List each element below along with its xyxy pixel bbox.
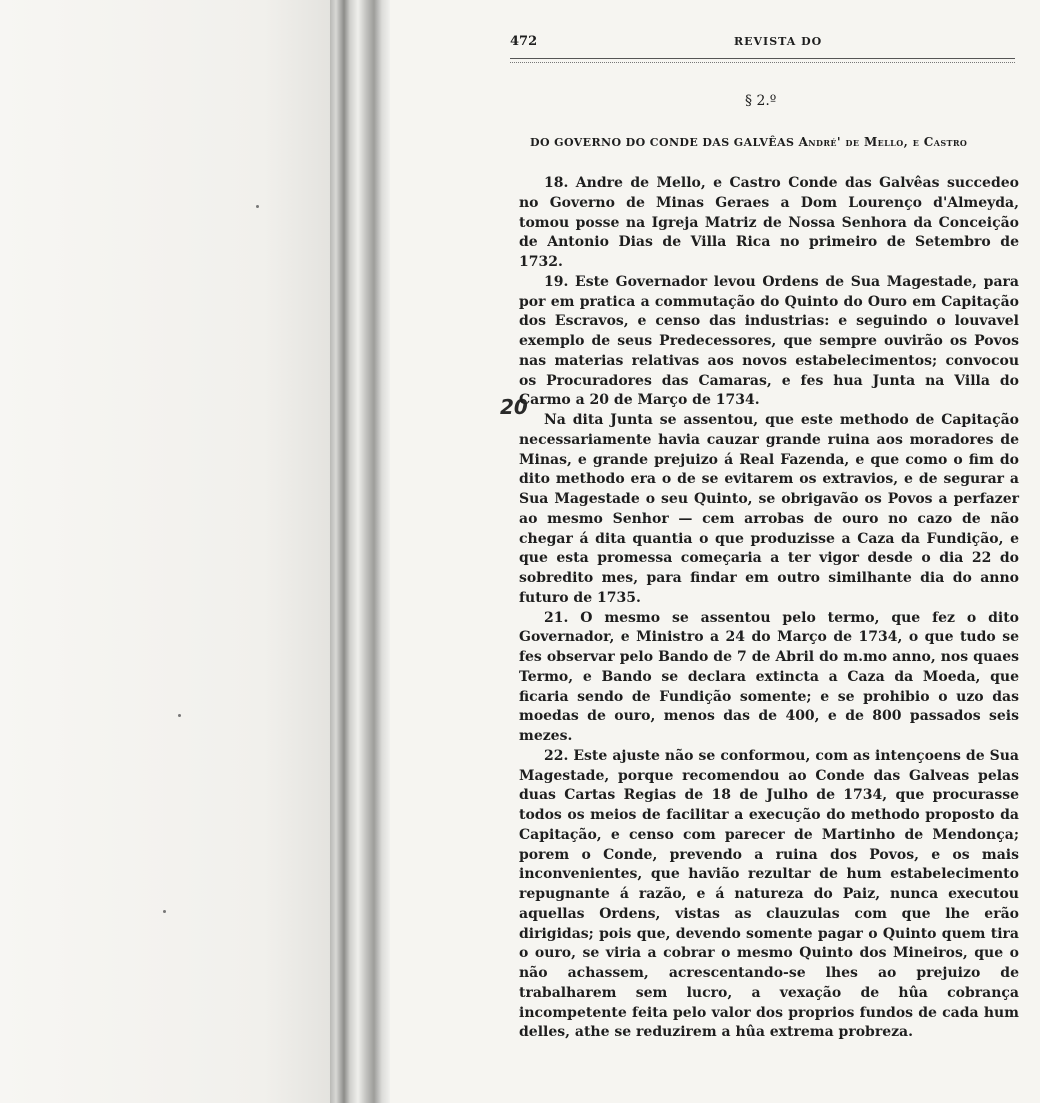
paragraph-19: 19. Este Governador levou Ordens de Sua Magestade, para por em pratica a commutação do Quinto do Ouro em Capitação dos Escravos, e censo das industrias: e seguindo o louvavel exemplo de seus Predecessores, que sempre ouvirão os Povos nas materias relativas aos novos estabelecimentos; convocou os Procuradores das Camaras, e fes hua Junta na Villa do Carmo a 20 de Março de 1734. [519,273,1019,409]
running-title: REVISTA DO [734,35,823,48]
page-number: 472 [510,34,538,49]
section-title-name: André' de Mello, e Castro [798,135,968,149]
paragraph-21: 21. O mesmo se assentou pelo termo, que fez o dito Governador, e Ministro a 24 do Março de 1734, o que tudo se fes observar pelo Bando de 7 de Abril do m.mo anno, nos quaes Termo, e Bando se declara extincta a Caza da Moeda, que ficaria sendo de Fundição somente; e se prohibio o uzo das moedas de ouro, menos das de 400, e de 800 passados seis mezes. [519,609,1019,744]
page-header [510,34,1015,54]
header-rule [510,58,1015,63]
section-mark: § 2.º [745,93,777,109]
page-472 [390,0,1040,1103]
paragraph-20: Na dita Junta se assentou, que este methodo de Capitação necessariamente havia cauzar grande ruina aos moradores de Minas, e grande prejuizo á Real Fazenda, e que como o fim do dito methodo era o de se evitarem os extravios, e de segurar a Sua Magestade o seu Quinto, se obrigavão os Povos a perfazer ao mesmo Senhor — cem arrobas de ouro no cazo de não chegar á dita quantia o que produzisse a Caza da Fundição, e que esta promessa começaria a ter vigor desde o dia 22 do sobredito mes, para findar em outro similhante dia do anno futuro de 1735. [519,412,1019,606]
paragraph-18: 18. Andre de Mello, e Castro Conde das Galvêas succedeo no Governo de Minas Geraes a Dom Lourenço d'Almeyda, tomou posse na Igreja Matriz de Nossa Senhora da Conceição de Antonio Dias de Villa Rica no primeiro de Setembro de 1732. [519,175,1019,270]
book-binding-gutter [330,0,390,1103]
paragraph-22: 22. Este ajuste não se conformou, com as intençoens de Sua Magestade, porque recomendou ao Conde das Galveas pelas duas Cartas Regias de 18 de Julho de 1734, que procurasse todos os meios de facilitar a execução do methodo proposto da Capitação, e censo com parecer de Martinho de Mendonça; porem o Conde, prevendo a ruina dos Povos, e os mais inconvenientes, que havião rezultar de hum estabelecimento repugnante á razão, e á natureza do Paiz, nunca executou aquellas Ordens, vistas as clauzulas com que lhe erão dirigidas; pois que, devendo somente pagar o Quinto quem tira o ouro, se viria a cobrar o mesmo Quinto dos Mineiros, que o não achassem, acrescentando-se lhes ao prejuizo de trabalharem sem lucro, a vexação de hûa cobrança incompetente feita pelo valor dos proprios fundos de cada hum delles, athe se reduzirem a hûa extrema probreza. [519,747,1019,1041]
body-text [519,174,1019,1043]
left-page-blank [0,0,330,1103]
scan-speck [178,714,181,717]
handwritten-margin-note: 20 [500,395,528,419]
section-title-prefix: DO GOVERNO DO CONDE DAS GALVÊAS [530,136,799,149]
scan-speck [256,205,259,208]
scan-speck [163,910,166,913]
section-title [530,135,1000,149]
